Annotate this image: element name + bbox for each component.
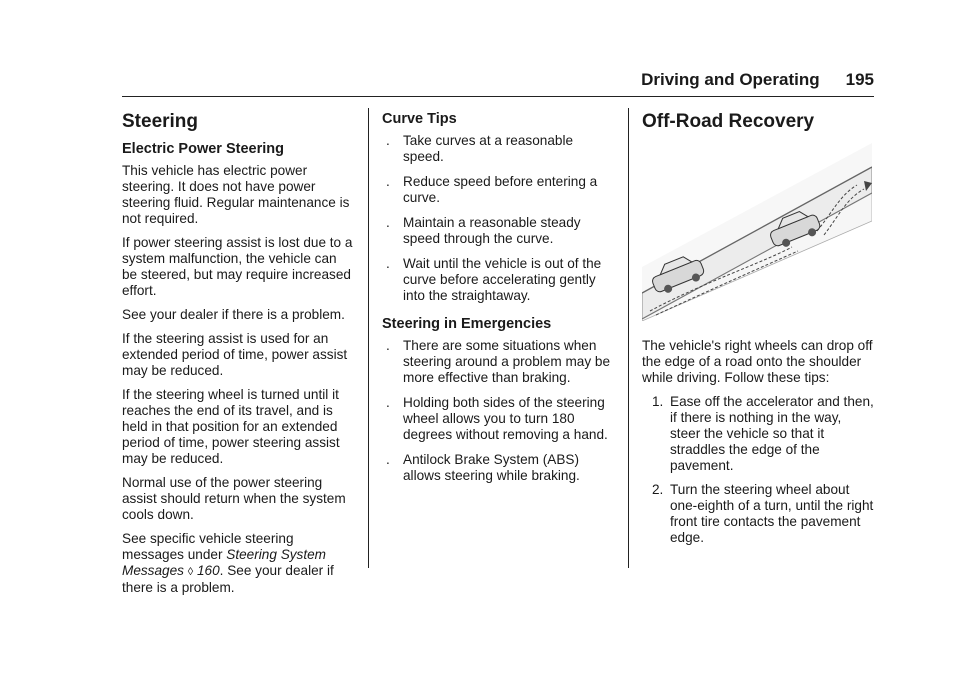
column-curve-tips (382, 106, 614, 493)
bullet-icon: . (386, 215, 390, 230)
electric-power-steering-heading: Electric Power Steering (122, 141, 284, 157)
off-road-recovery-illustration (642, 143, 874, 326)
paragraph: Normal use of the power steering assist should return when the system cools down. (122, 475, 346, 522)
off-road-recovery-heading: Off-Road Recovery (642, 111, 815, 132)
column-divider (368, 108, 369, 568)
list-item: 2. Turn the steering wheel about one-eighth of a turn, until the right front tire contacts the pavement edge. (652, 482, 874, 545)
page-ref-number[interactable]: 160 (196, 563, 220, 578)
page-ref-icon: ◊ (187, 566, 194, 578)
bullet-icon: . (386, 256, 390, 271)
paragraph: This vehicle has electric power steering. It does not have power steering fluid. Regular maintenance is not required. (122, 163, 350, 226)
page-number: 195 (845, 70, 874, 89)
paragraph: If power steering assist is lost due to a system malfunction, the vehicle can be steered, but may require increased effort. (122, 235, 353, 298)
list-item: . Antilock Brake System (ABS) allows steering while braking. (382, 452, 614, 484)
section-title: Driving and Operating (641, 70, 820, 89)
paragraph: If the steering assist is used for an extended period of time, power assist may be reduced. (122, 331, 348, 378)
page-header (0, 70, 874, 90)
paragraph-steering-messages: See specific vehicle steering messages under Steering System Messages ◊ 160. See your dealer if there is a problem. (122, 531, 334, 595)
steering-in-emergencies-heading: Steering in Emergencies (382, 316, 552, 332)
list-item: . Maintain a reasonable steady speed through the curve. (382, 215, 614, 247)
paragraph: If the steering wheel is turned until it reaches the end of its travel, and is held in that position for an extended period of time, power steering assist may be reduced. (122, 387, 340, 466)
list-item: . Holding both sides of the steering wheel allows you to turn 180 degrees without removing a hand. (382, 395, 614, 443)
list-item: . Reduce speed before entering a curve. (382, 174, 614, 206)
bullet-icon: . (386, 452, 390, 467)
column-steering (122, 106, 354, 604)
list-item: . Take curves at a reasonable speed. (382, 133, 614, 165)
bullet-icon: . (386, 174, 390, 189)
list-item: . There are some situations when steering around a problem may be more effective than braking. (382, 338, 614, 386)
steering-system-messages-link[interactable]: Steering System Messages (122, 547, 327, 578)
header-rule (122, 96, 874, 97)
column-divider (628, 108, 629, 568)
curve-tips-heading: Curve Tips (382, 111, 457, 127)
bullet-icon: . (386, 338, 390, 353)
list-item: 1. Ease off the accelerator and then, if there is nothing in the way, steer the vehicle so that it straddles the edge of the pavement. (652, 394, 874, 473)
column-off-road-recovery (642, 106, 874, 554)
paragraph: See your dealer if there is a problem. (122, 307, 345, 322)
bullet-icon: . (386, 395, 390, 410)
intro-paragraph: The vehicle's right wheels can drop off the edge of a road onto the shoulder while driving. Follow these tips: (642, 338, 873, 385)
list-item: . Wait until the vehicle is out of the curve before accelerating gently into the straightaway. (382, 256, 614, 304)
car-road-illustration-icon (642, 143, 872, 321)
bullet-icon: . (386, 133, 390, 148)
steering-heading: Steering (122, 111, 199, 132)
